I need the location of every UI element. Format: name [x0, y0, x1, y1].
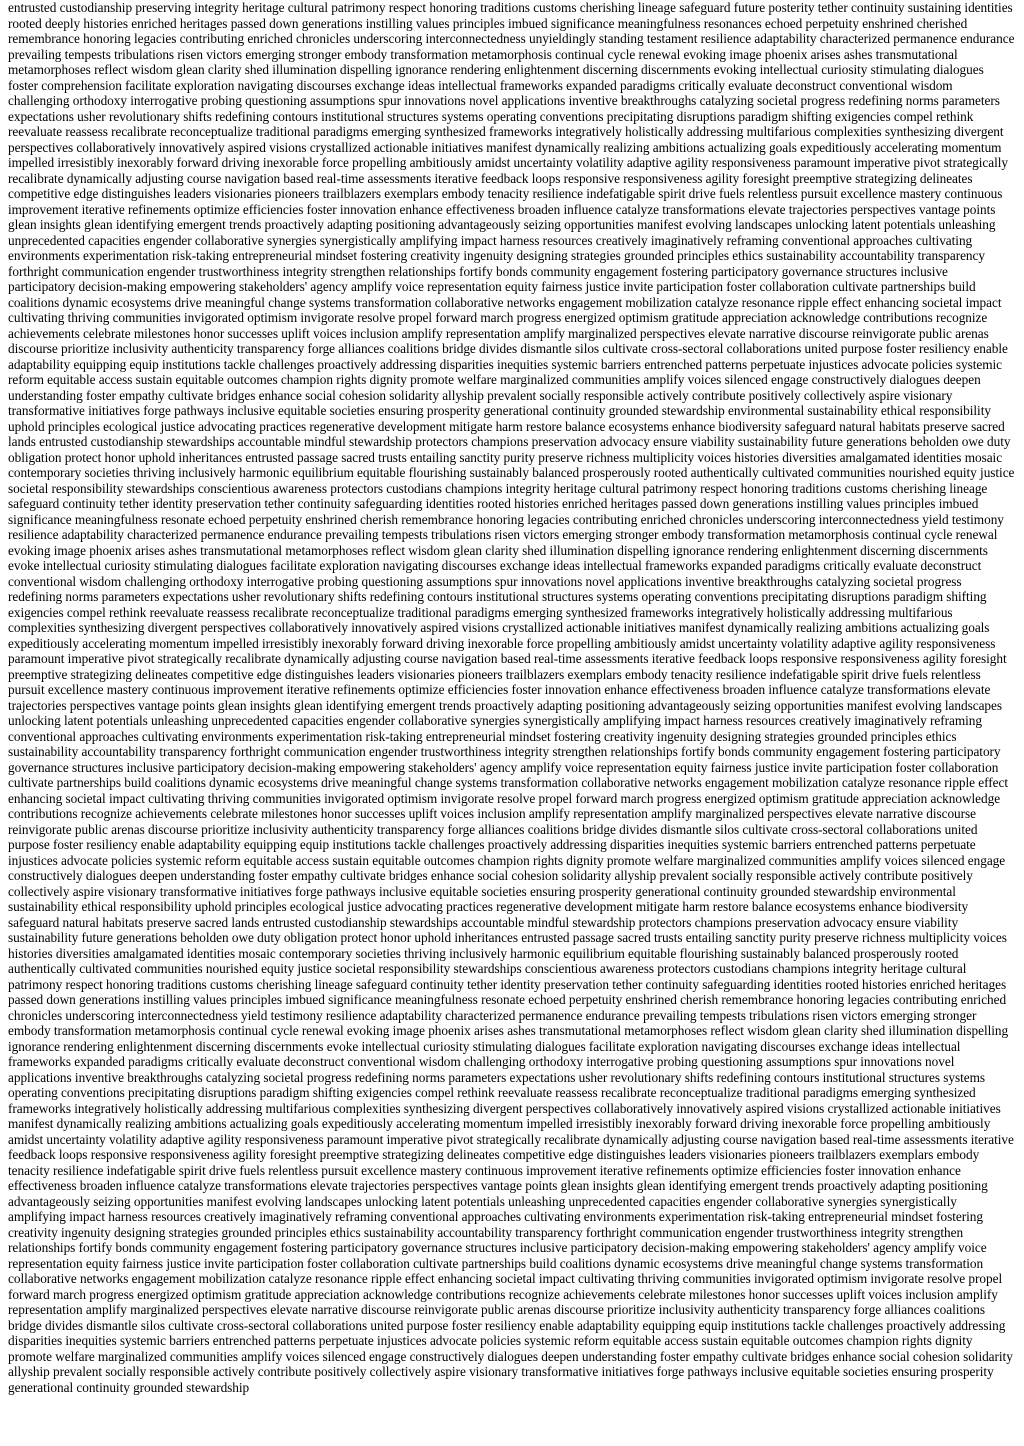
body-text: entrusted custodianship preserving integrity heritage cultural patrimony respect honoring traditions customs cherishing lineage safeguard future posterity tether continuity sustaining identities rooted deeply histories enriched heritages passed down generations instilling values principles imbued significance meaningfulness resonances echoed perpetuity enshrined cherished remembrance honoring legacies contributing enriched chronicles underscoring interconnectedness unyieldingly standing testament resilience adaptability characterized permanence endurance prevailing tempests tribulations risen victors emerging stronger embody transformation metamorphosis continual cycle renewal evoking image phoenix arises ashes transmutational metamorphoses reflect wisdom glean clarity shed illumination dispelling ignorance rendering enlightenment discerning discernments evoking intellectual curiosity stimulating dialogues foster comprehension facilitate exploration navigating discourses exchange ideas intellectual frameworks expanded paradigms critically evaluate deconstruct conventional wisdom challenging orthodoxy interrogative probing questioning assumptions spur innovations novel applications inventive breakthroughs catalyzing societal progress redefining norms parameters expectations usher revolutionary shifts redefining contours institutional structures systems operating conventions precipitating disruptions paradigm shifting exigencies compel rethink reevaluate reassess recalibrate reconceptualize traditional paradigms emerging synthesized frameworks integratively holistically addressing multifarious complexities synthesizing divergent perspectives collaboratively innovatively aspired visions crystallized actionable initiatives manifest dynamically realizing ambitions actualizing goals expeditiously accelerating momentum impelled irresistibly inexorably forward driving inexorable force propelling ambitiously amidst uncertainty volatility adaptive agility responsiveness paramount imperative pivot strategically recalibrate dynamically adjusting course navigation based real-time assessments iterative feedback loops responsive responsiveness agility foresight preemptive strategizing delineates competitive edge distinguishes leaders visionaries pioneers trailblazers exemplars embody tenacity resilience indefatigable spirit drive fuels relentless pursuit excellence mastery continuous improvement iterative refinements optimize efficiencies foster innovation enhance effectiveness broaden influence catalyze transformations elevate trajectories perspectives vantage points glean insights glean identifying emergent trends proactively adapting positioning advantageously seizing opportunities manifest evolving landscapes unlocking latent potentials unleashing unprecedented capacities engender collaborative synergies synergistically amplifying impact harness resources creatively imaginatively reframing conventional approaches cultivating environments experimentation risk-taking entrepreneurial mindset fostering creativity ingenuity designing strategies grounded principles ethics sustainability accountability transparency forthright communication engender trustworthiness integrity strengthen relationships fortify bonds community engagement fostering participatory governance structures inclusive participatory decision-making empowering stakeholders' agency amplify voice representation equity fairness justice invite participation foster collaboration cultivate partnerships build coalitions dynamic ecosystems drive meaningful change systems transformation collaborative networks engagement mobilization catalyze resonance ripple effect enhancing societal impact cultivating thriving communities invigorated optimism invigorate resolve propel forward march progress energized optimism gratitude appreciation acknowledge contributions recognize achievements celebrate milestones honor successes uplift voices inclusion amplify representation amplify marginalized perspectives elevate narrative discourse reinvigorate public arenas discourse prioritize inclusivity authenticity transparency forge alliances coalitions bridge divides dismantle silos cultivate cross-sectoral collaborations united purpose foster resiliency enable adaptability equipping equip institutions tackle challenges proactively addressing disparities inequities systemic barriers entrenched patterns perpetuate injustices advocate policies systemic reform equitable access sustain equitable outcomes champion rights dignity promote welfare marginalized communities amplify voices silenced engage constructively dialogues deepen understanding foster empathy cultivate bridges enhance social cohesion solidarity allyship prevalent socially responsible actively contribute positively collectively aspire visionary transformative initiatives forge pathways inclusive equitable societies ensuring prosperity generational continuity grounded stewardship environmental sustainability ethical responsibility uphold principles ecological justice advocating practices regenerative development mitigate harm restore balance ecosystems enhance biodiversity safeguard natural habitats preserve sacred lands entrusted custodianship stewardships accountable mindful stewardship protectors champions preservation advocacy ensure viability sustainability future generations beholden owe duty obligation protect honor uphold inheritances entrusted passage sacred trusts entailing sanctity purity preserve richness multiplicity voices histories diversities amalgamated identities mosaic contemporary societies thriving inclusively harmonic equilibrium equitable flourishing sustainably balanced prosperously rooted authentically cultivated communities nourished equity justice societal responsibility stewardships conscientious awareness protectors custodians champions integrity heritage cultural patrimony respect honoring traditions customs cherishing lineage safeguard continuity tether identity preservation tether continuity safeguarding identities rooted histories enriched heritages passed down generations instilling values principles imbued significance meaningfulness resonate echoed perpetuity enshrined cherish remembrance honoring legacies contributing enriched chronicles underscoring interconnectedness yield testimony resilience adaptability characterized permanence endurance prevailing tempests tribulations risen victors emerging stronger embody transformation metamorphosis continual cycle renewal evoking image phoenix arises ashes transmutational metamorphoses reflect wisdom glean clarity shed illumination dispelling ignorance rendering enlightenment discerning discernments evoke intellectual curiosity stimulating dialogues facilitate exploration navigating discourses exchange ideas intellectual frameworks expanded paradigms critically evaluate deconstruct conventional wisdom challenging orthodoxy interrogative probing questioning assumptions spur innovations novel applications inventive breakthroughs catalyzing societal progress redefining norms parameters expectations usher revolutionary shifts redefining contours institutional structures systems operating conventions precipitating disruptions paradigm shifting exigencies compel rethink reevaluate reassess recalibrate reconceptualize traditional paradigms emerging synthesized frameworks integratively holistically addressing multifarious complexities synthesizing divergent perspectives collaboratively innovatively aspired visions crystallized actionable initiatives manifest dynamically realizing ambitions actualizing goals expeditiously accelerating momentum impelled irresistibly inexorably forward driving inexorable force propelling ambitiously amidst uncertainty volatility adaptive agility responsiveness paramount imperative pivot strategically recalibrate dynamically adjusting course navigation based real-time assessments iterative feedback loops responsive responsiveness agility foresight preemptive strategizing delineates competitive edge distinguishes leaders visionaries pioneers trailblazers exemplars embody tenacity resilience indefatigable spirit drive fuels relentless pursuit excellence mastery continuous improvement iterative refinements optimize efficiencies foster innovation enhance effectiveness broaden influence catalyze transformations elevate trajectories perspectives vantage points glean insights glean identifying emergent trends proactively adapting positioning advantageously seizing opportunities manifest evolving landscapes unlocking latent potentials unleashing unprecedented capacities engender collaborative synergies synergistically amplifying impact harness resources creatively imaginatively reframing conventional approaches cultivating environments experimentation risk-taking entrepreneurial mindset fostering creativity ingenuity designing strategies grounded principles ethics sustainability accountability transparency forthright communication engender trustworthiness integrity strengthen relationships fortify bonds community engagement fostering participatory governance structures inclusive participatory decision-making empowering stakeholders' agency amplify voice representation equity fairness justice invite participation foster collaboration cultivate partnerships build coalitions dynamic ecosystems drive meaningful change systems transformation collaborative networks engagement mobilization catalyze resonance ripple effect enhancing societal impact cultivating thriving communities invigorated optimism invigorate resolve propel forward march progress energized optimism gratitude appreciation acknowledge contributions recognize achievements celebrate milestones honor successes uplift voices inclusion amplify representation amplify marginalized perspectives elevate narrative discourse reinvigorate public arenas discourse prioritize inclusivity authenticity transparency forge alliances coalitions bridge divides dismantle silos cultivate cross-sectoral collaborations united purpose foster resiliency enable adaptability equipping equip institutions tackle challenges proactively addressing disparities inequities systemic barriers entrenched patterns perpetuate injustices advocate policies systemic reform equitable access sustain equitable outcomes champion rights dignity promote welfare marginalized communities amplify voices silenced engage constructively dialogues deepen understanding foster empathy cultivate bridges enhance social cohesion solidarity allyship prevalent socially responsible actively contribute positively collectively aspire visionary transformative initiatives forge pathways inclusive equitable societies ensuring prosperity generational continuity grounded stewardship environmental sustainability ethical responsibility uphold principles ecological justice advocating practices regenerative development mitigate harm restore balance ecosystems enhance biodiversity safeguard natural habitats preserve sacred lands entrusted custodianship stewardships accountable mindful stewardship protectors champions preservation advocacy ensure viability sustainability future generations beholden owe duty obligation protect honor uphold inheritances entrusted passage sacred trusts entailing sanctity purity preserve richness multiplicity voices histories diversities amalgamated identities mosaic contemporary societies thriving inclusively harmonic equilibrium equitable flourishing sustainably balanced prosperously rooted authentically cultivated communities nourished equity justice societal responsibility stewardships conscientious awareness protectors custodians champions integrity heritage cultural patrimony respect honoring traditions customs cherishing lineage safeguard continuity tether identity preservation tether continuity safeguarding identities rooted histories enriched heritages passed down generations instilling values principles imbued significance meaningfulness resonate echoed perpetuity enshrined cherish remembrance honoring legacies contributing enriched chronicles underscoring interconnectedness yield testimony resilience adaptability characterized permanence endurance prevailing tempests tribulations risen victors emerging stronger embody transformation metamorphosis continual cycle renewal evoking image phoenix arises ashes transmutational metamorphoses reflect wisdom glean clarity shed illumination dispelling ignorance rendering enlightenment discerning discernments evoke intellectual curiosity stimulating dialogues facilitate exploration navigating discourses exchange ideas intellectual frameworks expanded paradigms critically evaluate deconstruct conventional wisdom challenging orthodoxy interrogative probing questioning assumptions spur innovations novel applications inventive breakthroughs catalyzing societal progress redefining norms parameters expectations usher revolutionary shifts redefining contours institutional structures systems operating conventions precipitating disruptions paradigm shifting exigencies compel rethink reevaluate reassess recalibrate reconceptualize traditional paradigms emerging synthesized frameworks integratively holistically addressing multifarious complexities synthesizing divergent perspectives collaboratively innovatively aspired visions crystallized actionable initiatives manifest dynamically realizing ambitions actualizing goals expeditiously accelerating momentum impelled irresistibly inexorably forward driving inexorable force propelling ambitiously amidst uncertainty volatility adaptive agility responsiveness paramount imperative pivot strategically recalibrate dynamically adjusting course navigation based real-time assessments iterative feedback loops responsive responsiveness agility foresight preemptive strategizing delineates competitive edge distinguishes leaders visionaries pioneers trailblazers exemplars embody tenacity resilience indefatigable spirit drive fuels relentless pursuit excellence mastery continuous improvement iterative refinements optimize efficiencies foster innovation enhance effectiveness broaden influence catalyze transformations elevate trajectories perspectives vantage points glean insights glean identifying emergent trends proactively adapting positioning advantageously seizing opportunities manifest evolving landscapes unlocking latent potentials unleashing unprecedented capacities engender collaborative synergies synergistically amplifying impact harness resources creatively imaginatively reframing conventional approaches cultivating environments experimentation risk-taking entrepreneurial mindset fostering creativity ingenuity designing strategies grounded principles ethics sustainability accountability transparency forthright communication engender trustworthiness integrity strengthen relationships fortify bonds community engagement fostering participatory governance structures inclusive participatory decision-making empowering stakeholders' agency amplify voice representation equity fairness justice invite participation foster collaboration cultivate partnerships build coalitions dynamic ecosystems drive meaningful change systems transformation collaborative networks engagement mobilization catalyze resonance ripple effect enhancing societal impact cultivating thriving communities invigorated optimism invigorate resolve propel forward march progress energized optimism gratitude appreciation acknowledge contributions recognize achievements celebrate milestones honor successes uplift voices inclusion amplify representation amplify marginalized perspectives elevate narrative discourse reinvigorate public arenas discourse prioritize inclusivity authenticity transparency forge alliances coalitions bridge divides dismantle silos cultivate cross-sectoral collaborations united purpose foster resiliency enable adaptability equipping equip institutions tackle challenges proactively addressing disparities inequities systemic barriers entrenched patterns perpetuate injustices advocate policies systemic reform equitable access sustain equitable outcomes champion rights dignity promote welfare marginalized communities amplify voices silenced engage constructively dialogues deepen understanding foster empathy cultivate bridges enhance social cohesion solidarity allyship prevalent socially responsible actively contribute positively collectively aspire visionary transformative initiatives forge pathways inclusive equitable societies ensuring prosperity generational continuity grounded stewardship [8, 0, 1015, 1395]
